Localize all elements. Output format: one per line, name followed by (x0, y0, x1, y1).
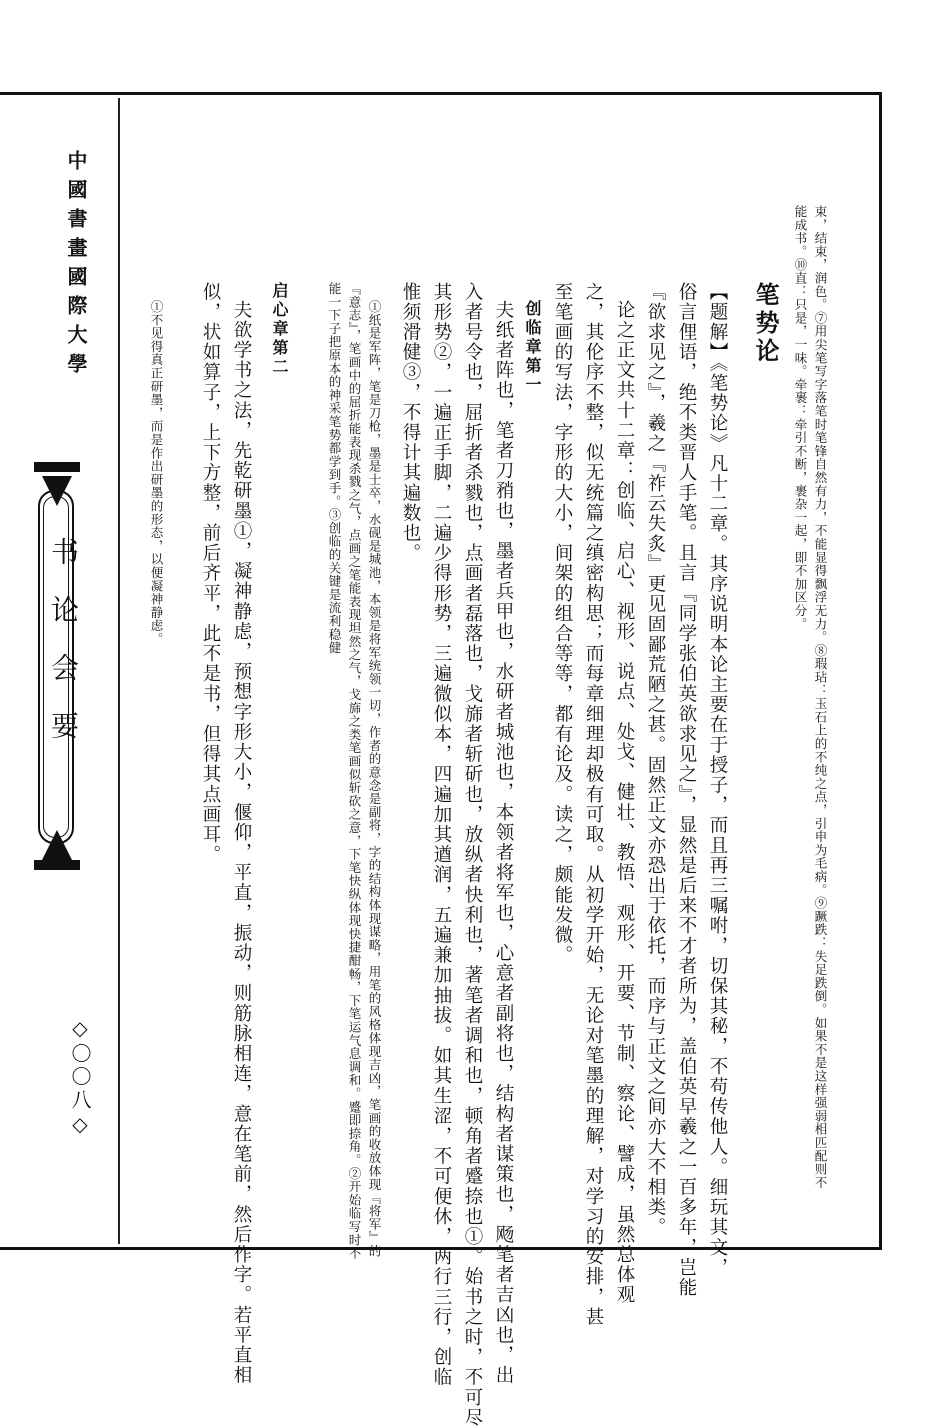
tijie-line-2: 俗言俚语，绝不类晋人手笔。且言『同学张伯英欲求见之』，显然是后来不才者所为，盖伯英早羲之一百多年，岂能 (676, 282, 697, 1298)
chapter-1-note-3: 能一下子把原本的神采笔势都学到手。③创临的关键是流利稳健 (327, 282, 342, 655)
publisher-name: 中國書畫國際大學 (64, 150, 88, 382)
tijie-line-4: 论之正文共十二章：创临、启心、视形、说点、处戈、健壮、教悟、观形、开要、节制、察论、譬成，虽然总体观 (614, 300, 635, 1305)
chapter-1-note-2: 『意志』，笔画中的屈折能表现杀戮之气，点画之笔能表现坦然之气，戈旆之类笔画似斩砍之意，下笔快纵体现快捷酣畅，下笔运气息调和。蹙即捺角。②开始临写时不 (347, 282, 362, 1260)
chapter-1-line-4: 惟须滑健③，不得计其遍数也。 (400, 282, 421, 564)
chapter-1-title: 创临章第一 (523, 300, 542, 395)
banner-bottom-bar (34, 860, 80, 870)
page-number: ◇〇〇八◇ (68, 1016, 92, 1139)
chapter-1-note-1: ①纸是军阵，笔是刀枪，墨是士卒，水砚是城池，本领是将军统领一切，作者的意念是副将，字的结构体现谋略，用笔的风格体现吉凶，笔画的收放体现『将军』的 (367, 300, 382, 1258)
tijie-line-3: 『欲求见之』，羲之『祚云失炙』更见固鄙荒陋之甚。固然正文亦恐出于依托，而序与正文之间亦大不相类。 (645, 282, 666, 1238)
tijie-line-1: 【题解】《笔势论》凡十二章。其序说明本论主要在于授子，而且再三嘱咐，切保其秘，不苟传他人。细玩其文， (707, 282, 728, 1278)
chapter-2-line-2: 似，状如算子，上下方整，前后齐平，此不是书，但得其点画耳。 (200, 282, 221, 865)
book-title: 书论会要 (47, 537, 80, 769)
tijie-line-6: 至笔画的写法，字形的大小，间架的组合等等，都有论及。读之，颇能发微。 (552, 282, 573, 966)
tijie-line-5: 之，其伦序不整，似无统篇之缜密构思；而每章细理却极有可取。从初学开始，无论对笔墨的理解，对学习的安排，甚 (583, 282, 604, 1328)
book-title-banner (34, 462, 80, 872)
top-note-line-1: 束，结束，润色。⑦用尖笔写字落笔时笔锋自然有力，不能显得飘浮无力。⑧瑕玷：玉石上的不纯之点，引申为毛病。⑨蹶跌：失足跌倒。如果不是这样强弱相匹配则不 (813, 205, 828, 1190)
chapter-1-line-2: 入者号令也，屈折者杀戮也，点画者磊落也，戈旆者斩斫也，放纵者快利也，著笔者调和也，顿角者蹙捺也①。始书之时，不可尽 (462, 282, 483, 1428)
chapter-2-line-1: 夫欲学书之法，先乾研墨①，凝神静虑，预想字形大小，偃仰，平直，振动，则筋脉相连，意在笔前，然后作字。若平直相 (231, 300, 252, 1386)
chapter-1-line-1: 夫纸者阵也，笔者刀矟也，墨者兵甲也，水研者城池也，本领者将军也，心意者副将也，结构者谋策也，飏笔者吉凶也，出 (493, 300, 514, 1386)
chapter-1-line-3: 其形势②，一遍正手脚，二遍少得形势，三遍微似本，四遍加其遒润，五遍兼加抽拔。如其生涩，不可便休，两行三行，创临 (431, 282, 452, 1388)
chapter-2-note-1: ①不见得真正研墨，而是作出研墨的形态，以便凝神静虑。 (149, 300, 164, 646)
banner-top-bar (34, 462, 80, 472)
chapter-2-title: 启心章第二 (270, 282, 289, 377)
section-title: 笔势论 (751, 282, 780, 366)
top-note-line-2: 能成书。⑩直：只是，一味。牵裹：牵引不断，裹杂一起，即不加区分。 (793, 205, 808, 631)
margin-divider (118, 98, 120, 1244)
